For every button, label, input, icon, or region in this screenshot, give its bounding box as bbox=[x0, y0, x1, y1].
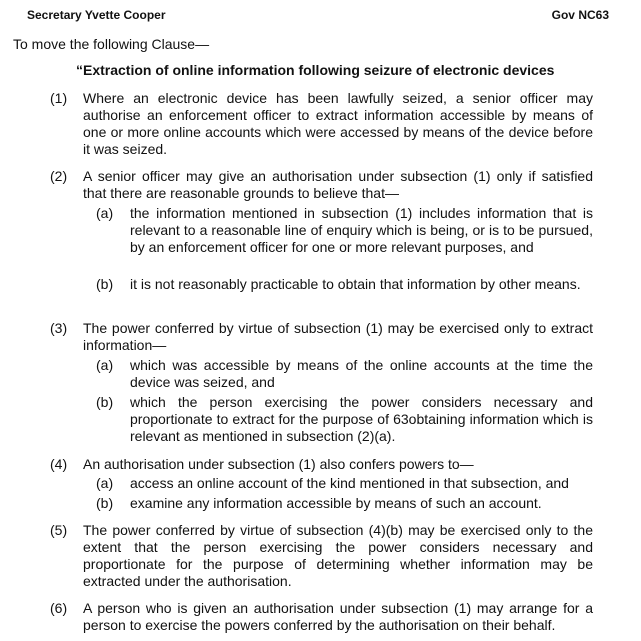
subsection-text: A person who is given an authorisation under subsection (1) may arrange for a person to exercise the powers conferred by the authorisation on their behalf. bbox=[83, 600, 593, 633]
subsection-number: (2) bbox=[50, 168, 68, 184]
subsection-text: A senior officer may give an authorisation under subsection (1) only if satisfied that there are reasonable grounds to believe that— bbox=[83, 168, 593, 201]
amendment-reference: Gov NC63 bbox=[551, 8, 609, 22]
subsection-text: The power conferred by virtue of subsection (4)(b) may be exercised only to the extent that the person exercising the power considers necessary and proportionate for the purpose of determining whether information may be extracted under the authorisation. bbox=[83, 522, 593, 589]
paragraph-text: the information mentioned in subsection (1) includes information that is relevant to a reasonable line of enquiry which is being, or is to be pursued, by an enforcement officer for one or more relevant purposes, and bbox=[130, 205, 593, 255]
intro-line: To move the following Clause— bbox=[13, 36, 210, 52]
paragraph-text: which was accessible by means of the online accounts at the time the device was seized, and bbox=[130, 357, 593, 390]
subsection-number: (6) bbox=[50, 600, 68, 616]
paragraph-number: (b) bbox=[96, 276, 114, 292]
subsection-number: (5) bbox=[50, 522, 68, 538]
paragraph-number: (b) bbox=[96, 495, 114, 511]
clause-title: “Extraction of online information following seizure of electronic devices bbox=[76, 62, 555, 78]
paragraph-text: access an online account of the kind mentioned in that subsection, and bbox=[130, 475, 569, 491]
paragraph-text: it is not reasonably practicable to obtain that information by other means. bbox=[130, 276, 581, 292]
paragraph-number: (a) bbox=[96, 475, 114, 491]
paragraph-text: examine any information accessible by means of such an account. bbox=[130, 495, 542, 511]
subsection-number: (4) bbox=[50, 456, 68, 472]
paragraph-number: (a) bbox=[96, 357, 114, 373]
subsection-text: An authorisation under subsection (1) also confers powers to— bbox=[83, 456, 474, 472]
subsection-number: (3) bbox=[50, 320, 68, 336]
subsection-text: Where an electronic device has been lawfully seized, a senior officer may authorise an enforcement officer to extract information accessible by means of one or more online accounts which were accessed by means of the device before it was seized. bbox=[83, 90, 593, 157]
subsection-text: The power conferred by virtue of subsection (1) may be exercised only to extract information— bbox=[83, 320, 593, 353]
member-name: Secretary Yvette Cooper bbox=[27, 8, 166, 22]
paragraph-text: which the person exercising the power considers necessary and proportionate to extract for the purpose of 63obtaining information which is relevant as mentioned in subsection (2)(a). bbox=[130, 394, 593, 444]
paragraph-number: (b) bbox=[96, 394, 114, 410]
paragraph-number: (a) bbox=[96, 205, 114, 221]
subsection-number: (1) bbox=[50, 90, 68, 106]
